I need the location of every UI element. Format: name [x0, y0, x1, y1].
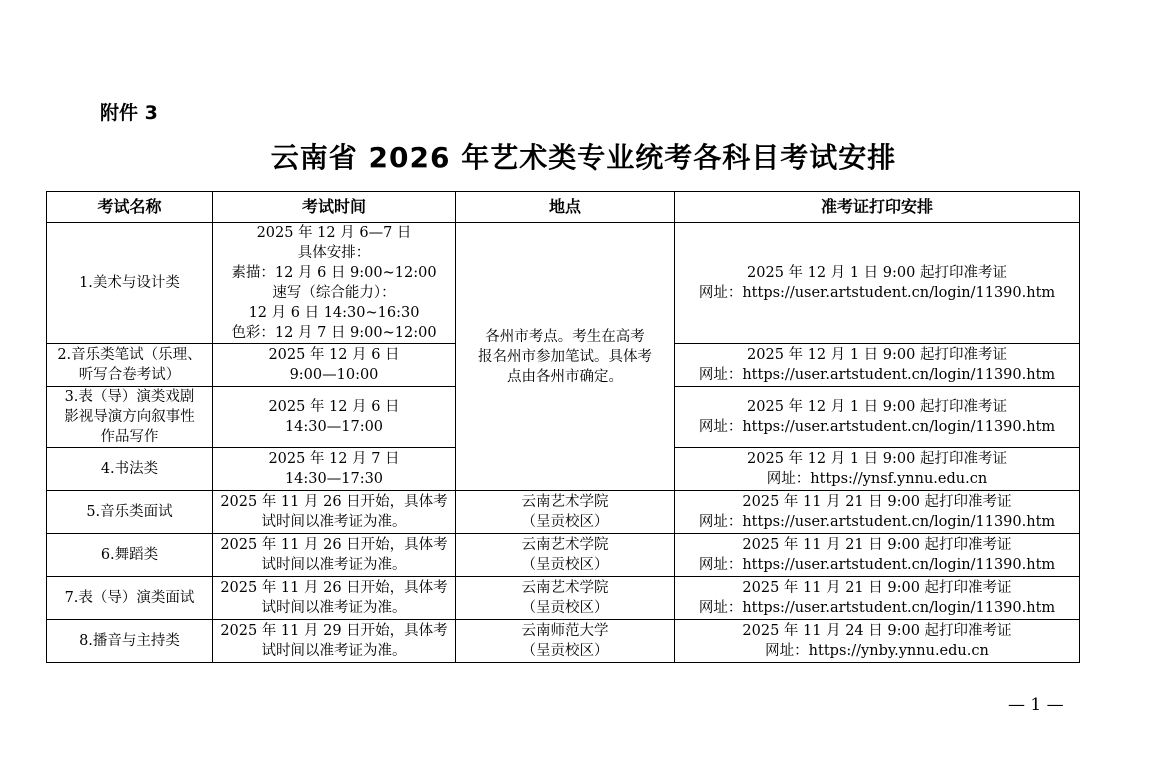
table-header-row — [47, 192, 1080, 223]
exam-name-cell: 6.舞蹈类 — [47, 534, 213, 577]
table-row — [47, 534, 1080, 577]
admission-print-cell: 2025 年 12 月 1 日 9:00 起打印准考证 网址：https://user.artstudent.cn/login/11390.htm — [675, 223, 1080, 344]
admission-print-cell: 2025 年 12 月 1 日 9:00 起打印准考证 网址：https://user.artstudent.cn/login/11390.htm — [675, 387, 1080, 448]
table-row — [47, 491, 1080, 534]
exam-name-cell: 8.播音与主持类 — [47, 620, 213, 663]
admission-print-cell: 2025 年 11 月 24 日 9:00 起打印准考证 网址：https://ynby.ynnu.edu.cn — [675, 620, 1080, 663]
exam-time-cell: 2025 年 11 月 26 日开始，具体考 试时间以准考证为准。 — [213, 577, 456, 620]
admission-print-cell: 2025 年 11 月 21 日 9:00 起打印准考证 网址：https://user.artstudent.cn/login/11390.htm — [675, 577, 1080, 620]
table-row — [47, 223, 1080, 344]
exam-time-cell: 2025 年 12 月 6—7 日 具体安排： 素描：12 月 6 日 9:00~12:00 速写（综合能力）： 12 月 6 日 14:30~16:30 色彩：12 月 7 日 9:00~12:00 — [213, 223, 456, 344]
location-cell: 云南艺术学院 （呈贡校区） — [456, 534, 675, 577]
location-cell: 云南艺术学院 （呈贡校区） — [456, 577, 675, 620]
admission-print-cell: 2025 年 12 月 1 日 9:00 起打印准考证 网址：https://user.artstudent.cn/login/11390.htm — [675, 344, 1080, 387]
location-cell: 云南艺术学院 （呈贡校区） — [456, 491, 675, 534]
exam-schedule-table — [46, 191, 1080, 663]
exam-name-cell: 5.音乐类面试 — [47, 491, 213, 534]
exam-time-cell: 2025 年 11 月 26 日开始，具体考 试时间以准考证为准。 — [213, 491, 456, 534]
exam-time-cell: 2025 年 11 月 29 日开始，具体考 试时间以准考证为准。 — [213, 620, 456, 663]
exam-time-cell: 2025 年 12 月 6 日 9:00—10:00 — [213, 344, 456, 387]
header-exam-time: 考试时间 — [213, 192, 456, 223]
header-exam-name: 考试名称 — [47, 192, 213, 223]
table-row — [47, 620, 1080, 663]
exam-name-cell: 4.书法类 — [47, 448, 213, 491]
admission-print-cell: 2025 年 11 月 21 日 9:00 起打印准考证 网址：https://user.artstudent.cn/login/11390.htm — [675, 491, 1080, 534]
exam-time-cell: 2025 年 11 月 26 日开始，具体考 试时间以准考证为准。 — [213, 534, 456, 577]
admission-print-cell: 2025 年 11 月 21 日 9:00 起打印准考证 网址：https://user.artstudent.cn/login/11390.htm — [675, 534, 1080, 577]
exam-name-cell: 3.表（导）演类戏剧 影视导演方向叙事性 作品写作 — [47, 387, 213, 448]
admission-print-cell: 2025 年 12 月 1 日 9:00 起打印准考证 网址：https://ynsf.ynnu.edu.cn — [675, 448, 1080, 491]
location-cell-merged: 各州市考点。考生在高考 报名州市参加笔试。具体考 点由各州市确定。 — [456, 223, 675, 491]
exam-name-cell: 2.音乐类笔试（乐理、 听写合卷考试） — [47, 344, 213, 387]
exam-name-cell: 1.美术与设计类 — [47, 223, 213, 344]
location-cell: 云南师范大学 （呈贡校区） — [456, 620, 675, 663]
header-location: 地点 — [456, 192, 675, 223]
exam-time-cell: 2025 年 12 月 7 日 14:30—17:30 — [213, 448, 456, 491]
header-admission-print: 准考证打印安排 — [675, 192, 1080, 223]
table-row — [47, 577, 1080, 620]
attachment-label: 附件 3 — [100, 102, 158, 124]
exam-name-cell: 7.表（导）演类面试 — [47, 577, 213, 620]
page-number: — 1 — — [1008, 695, 1064, 715]
document-title: 云南省 2026 年艺术类专业统考各科目考试安排 — [270, 141, 897, 174]
exam-time-cell: 2025 年 12 月 6 日 14:30—17:00 — [213, 387, 456, 448]
